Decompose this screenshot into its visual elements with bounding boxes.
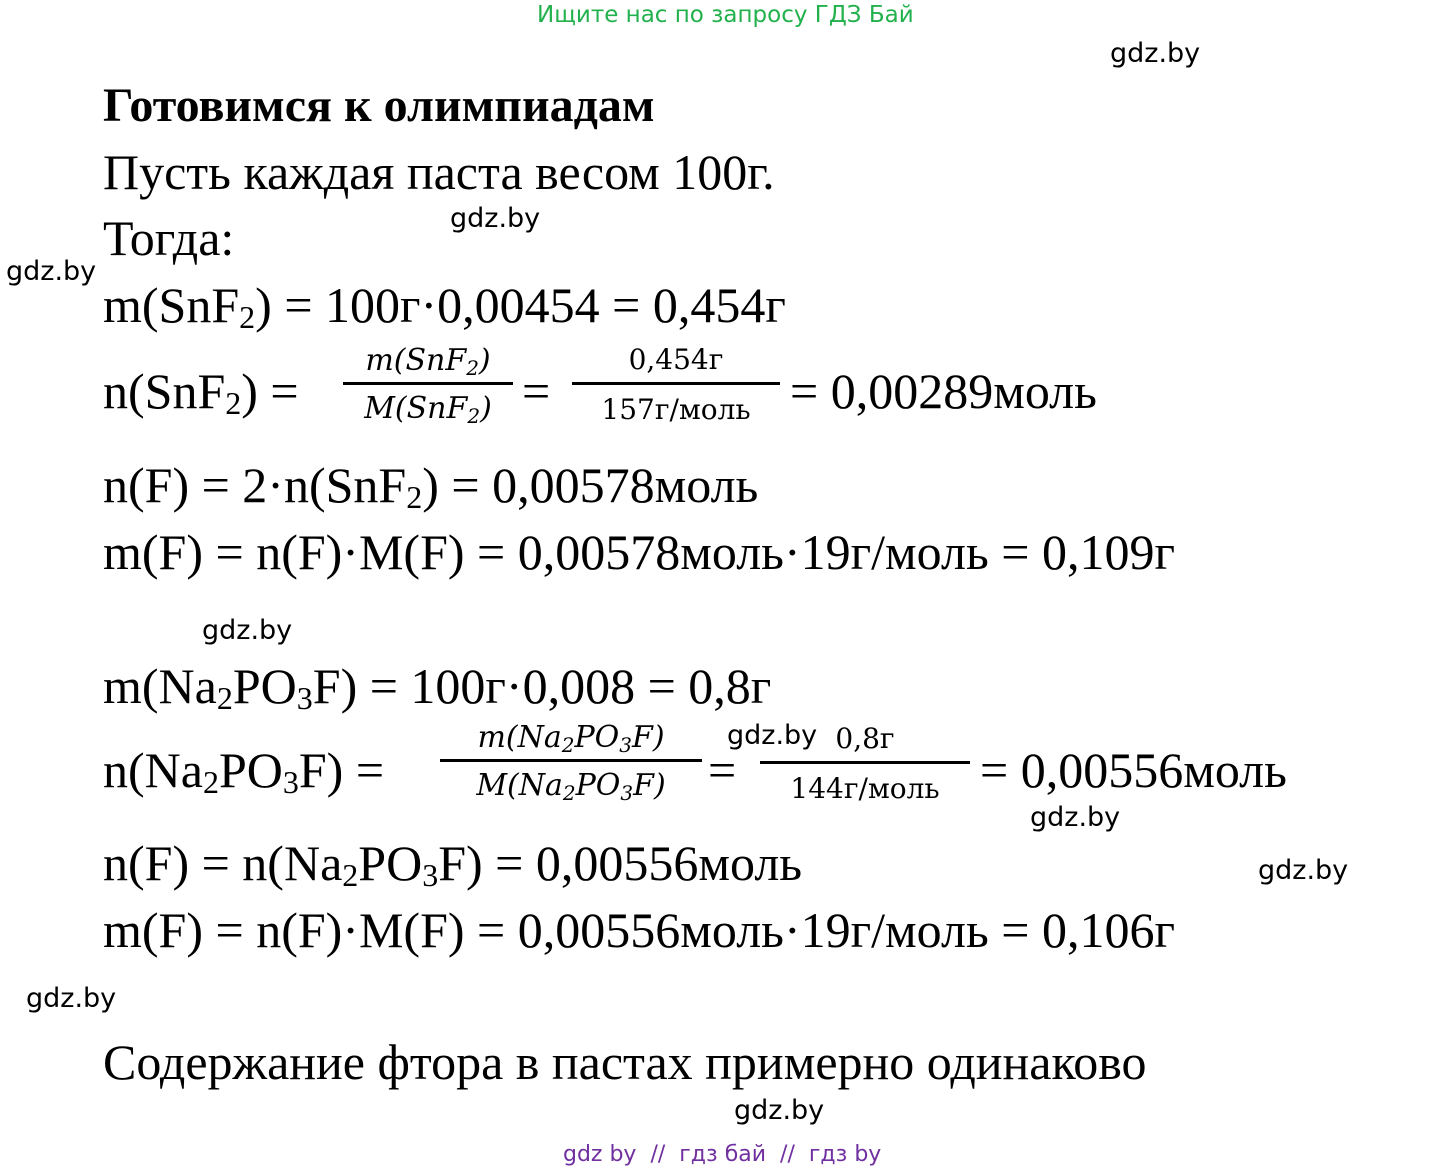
fraction-denominator: $M(Na_2PO_3F)$ (476, 768, 666, 805)
footer-links[interactable]: gdz by // гдз бай // гдз by (563, 1142, 882, 1167)
fraction-values-na2po3f (760, 722, 970, 805)
search-hint-link[interactable]: Ищите нас по запросу ГДЗ Бай (537, 2, 914, 28)
equals-sign: = (522, 363, 551, 419)
watermark: gdz.by (1110, 38, 1201, 69)
equation-m-na2po3f: $m(Na_2PO_3F) = 100г\cdot 0,008 = 0,8г$ (103, 658, 772, 716)
equation-n-na2po3f-lhs: $n(Na_2PO_3F)$ = (103, 742, 385, 800)
fraction-denominator: M(SnF$_2$) (364, 391, 492, 428)
result-n-na2po3f: = 0,00556моль (980, 742, 1287, 798)
equation-n-snf2-lhs: n(SnF$_2$) = (103, 363, 299, 421)
fraction-numerator: m(SnF$_2$) (365, 343, 491, 380)
equation-n-f-1: n(F) = 2·n(SnF$_2$) = 0,00578моль (103, 457, 759, 515)
watermark: gdz.by (6, 256, 97, 287)
fraction-bar (760, 761, 970, 764)
fraction-numerator: 0,8г (835, 722, 895, 755)
fraction-denominator: 144г/моль (790, 772, 940, 805)
equation-m-snf2: m(SnF$_2$) = 100г·0,00454 = 0,454г (103, 277, 786, 335)
equation-n-f-2: $n(F) = n(Na_2PO_3F)$ = 0,00556моль (103, 835, 803, 893)
conclusion-text: Содержание фтора в пастах примерно одинаково (103, 1034, 1147, 1090)
equals-sign: = (708, 742, 737, 798)
watermark: gdz.by (26, 983, 117, 1014)
fraction-numerator: $m(Na_2PO_3F)$ (477, 720, 665, 757)
result-n-snf2: = 0,00289моль (790, 363, 1097, 419)
fraction-denominator: 157г/моль (601, 393, 751, 426)
fraction-bar (572, 382, 780, 385)
watermark: gdz.by (727, 720, 818, 751)
equation-m-f-2: m(F) = n(F)·M(F) = 0,00556моль·19г/моль = 0,106г (103, 902, 1175, 958)
intro-text: Пусть каждая паста весом 100г. (103, 144, 775, 200)
then-text: Тогда: (103, 210, 235, 266)
fraction-numerator: 0,454г (628, 343, 724, 376)
fraction-values-snf2 (572, 343, 780, 426)
equation-m-f-1: m(F) = n(F)·M(F) = 0,00578моль·19г/моль = 0,109г (103, 524, 1175, 580)
fraction-bar (440, 759, 702, 762)
watermark: gdz.by (202, 615, 293, 646)
fraction-m-over-M-na2po3f (440, 720, 702, 803)
fraction-m-over-M-snf2 (343, 343, 513, 426)
watermark: gdz.by (734, 1095, 825, 1126)
watermark: gdz.by (1030, 802, 1121, 833)
page-title: Готовимся к олимпиадам (103, 79, 655, 132)
fraction-bar (343, 382, 513, 385)
watermark: gdz.by (1258, 855, 1349, 886)
watermark: gdz.by (450, 203, 541, 234)
